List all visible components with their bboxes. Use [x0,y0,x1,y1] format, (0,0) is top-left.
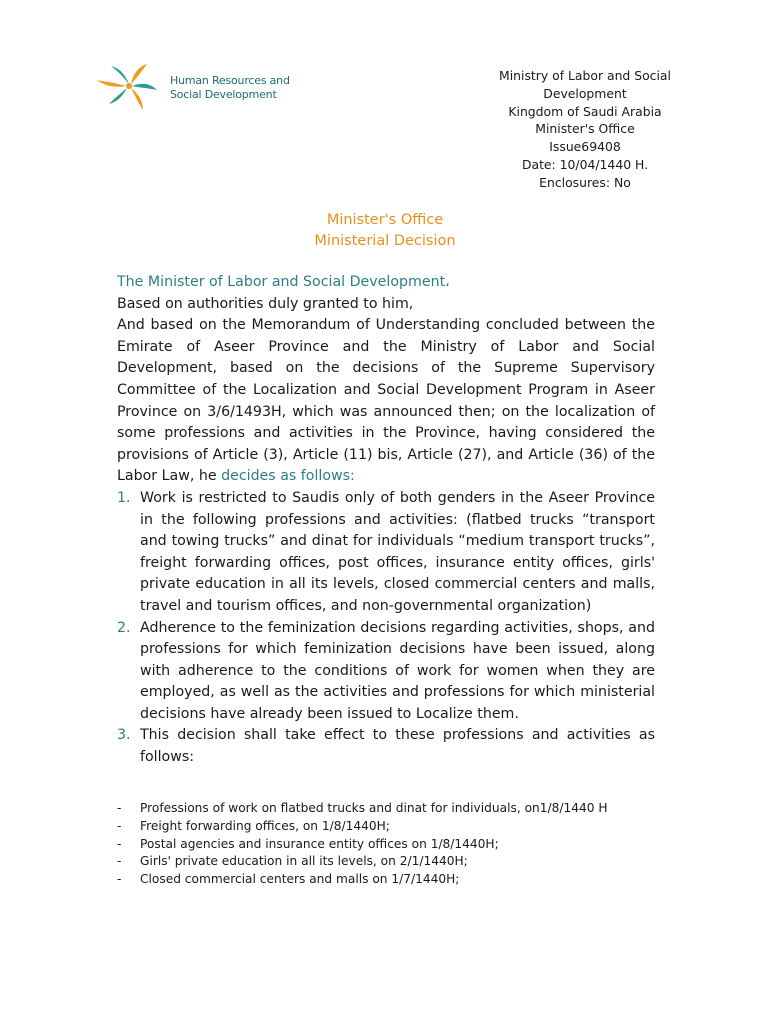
ministry-logo [95,62,295,114]
schedule-text: Closed commercial centers and malls on 1/7/1440H; [140,872,460,887]
header-line: Minister's Office [535,121,635,137]
schedule-row: - Professions of work on flatbed trucks and dinat for individuals, on1/8/1440 H [117,801,608,815]
decision-item [117,618,655,726]
item-number: 1. [117,489,131,506]
logo-line-1: Human Resources and [170,74,290,87]
letterhead-info [480,67,690,190]
item-number: 2. [117,619,131,636]
decision-body [117,272,655,769]
decides-phrase: decides as follows: [221,468,355,485]
decision-item [117,725,655,768]
enclosures-line-cut: Enclosures: No [539,174,631,190]
lead-line: The Minister of Labor and Social Development، [117,274,450,290]
schedule-row: - Freight forwarding offices, on 1/8/1440H; [117,818,390,833]
header-line: Kingdom of Saudi Arabia [508,103,662,119]
item-text: Work is restricted to Saudis only of both genders in the Aseer Province in the following professions and activities: (flatbed trucks “transport and towing trucks” and dinat for individuals “medium transport trucks”, freight forwarding offices, post offices, insurance entity offices, girls' private education in all its levels, closed commercial centers and malls, travel and tourism offices, and non-governmental organization) [140,489,655,614]
schedule-text: Postal agencies and insurance entity offices on 1/8/1440H; [140,836,499,851]
schedule-row: - Closed commercial centers and malls on 1/7/1440H; [117,872,460,887]
logo-line-2: Social Development [170,88,277,101]
schedule-text: Professions of work on flatbed trucks and dinat for individuals, on1/8/1440 H [140,801,608,815]
item-text: Adherence to the feminization decisions regarding activities, shops, and professions for which feminization decisions have been issued, along with adherence to the conditions of work for women when they are employed, as well as the activities and professions for which ministerial decisions have already been issued to Localize them. [140,619,655,722]
office-title: Minister's Office [326,212,444,228]
effective-dates-list [117,800,677,889]
preamble-paragraph [117,315,655,488]
logo-wordmark [170,74,290,102]
item-number: 3. [117,727,131,744]
authority-line: Based on authorities duly granted to him, [117,295,414,312]
schedule-text: Girls' private education in all its levels, on 2/1/1440H; [140,854,468,869]
decision-title: Ministerial Decision [314,233,456,249]
schedule-text: Freight forwarding offices, on 1/8/1440H; [140,818,390,833]
schedule-row: - Girls' private education in all its levels, on 2/1/1440H; [117,854,468,869]
issue-date: Date: 10/04/1440 H. [521,156,649,172]
header-line: Ministry of Labor and Social [499,68,671,83]
issue-number: Issue69408 [549,139,621,155]
preamble-text: And based on the Memorandum of Understanding concluded between the Emirate of Aseer Province and the Ministry of Labor and Social Development, based on the decisions of the Supreme Supervisory Committee of the Localization and Social Development Program in Aseer Province on 3/6/1493H, which was announced then; on the localization of some professions and activities in the Province, having considered the provisions of Article (3), Article (11) bis, Article (27), and Article (36) of the Labor Law, he [117,317,655,485]
document-titles [0,210,770,252]
schedule-row: - Postal agencies and insurance entity offices on 1/8/1440H; [117,836,499,851]
decision-items [117,488,655,769]
item-text: This decision shall take effect to these professions and activities as follows: [140,727,655,766]
ministry-emblem-icon [95,62,165,114]
decision-item [117,488,655,618]
header-line: Development [543,85,627,101]
